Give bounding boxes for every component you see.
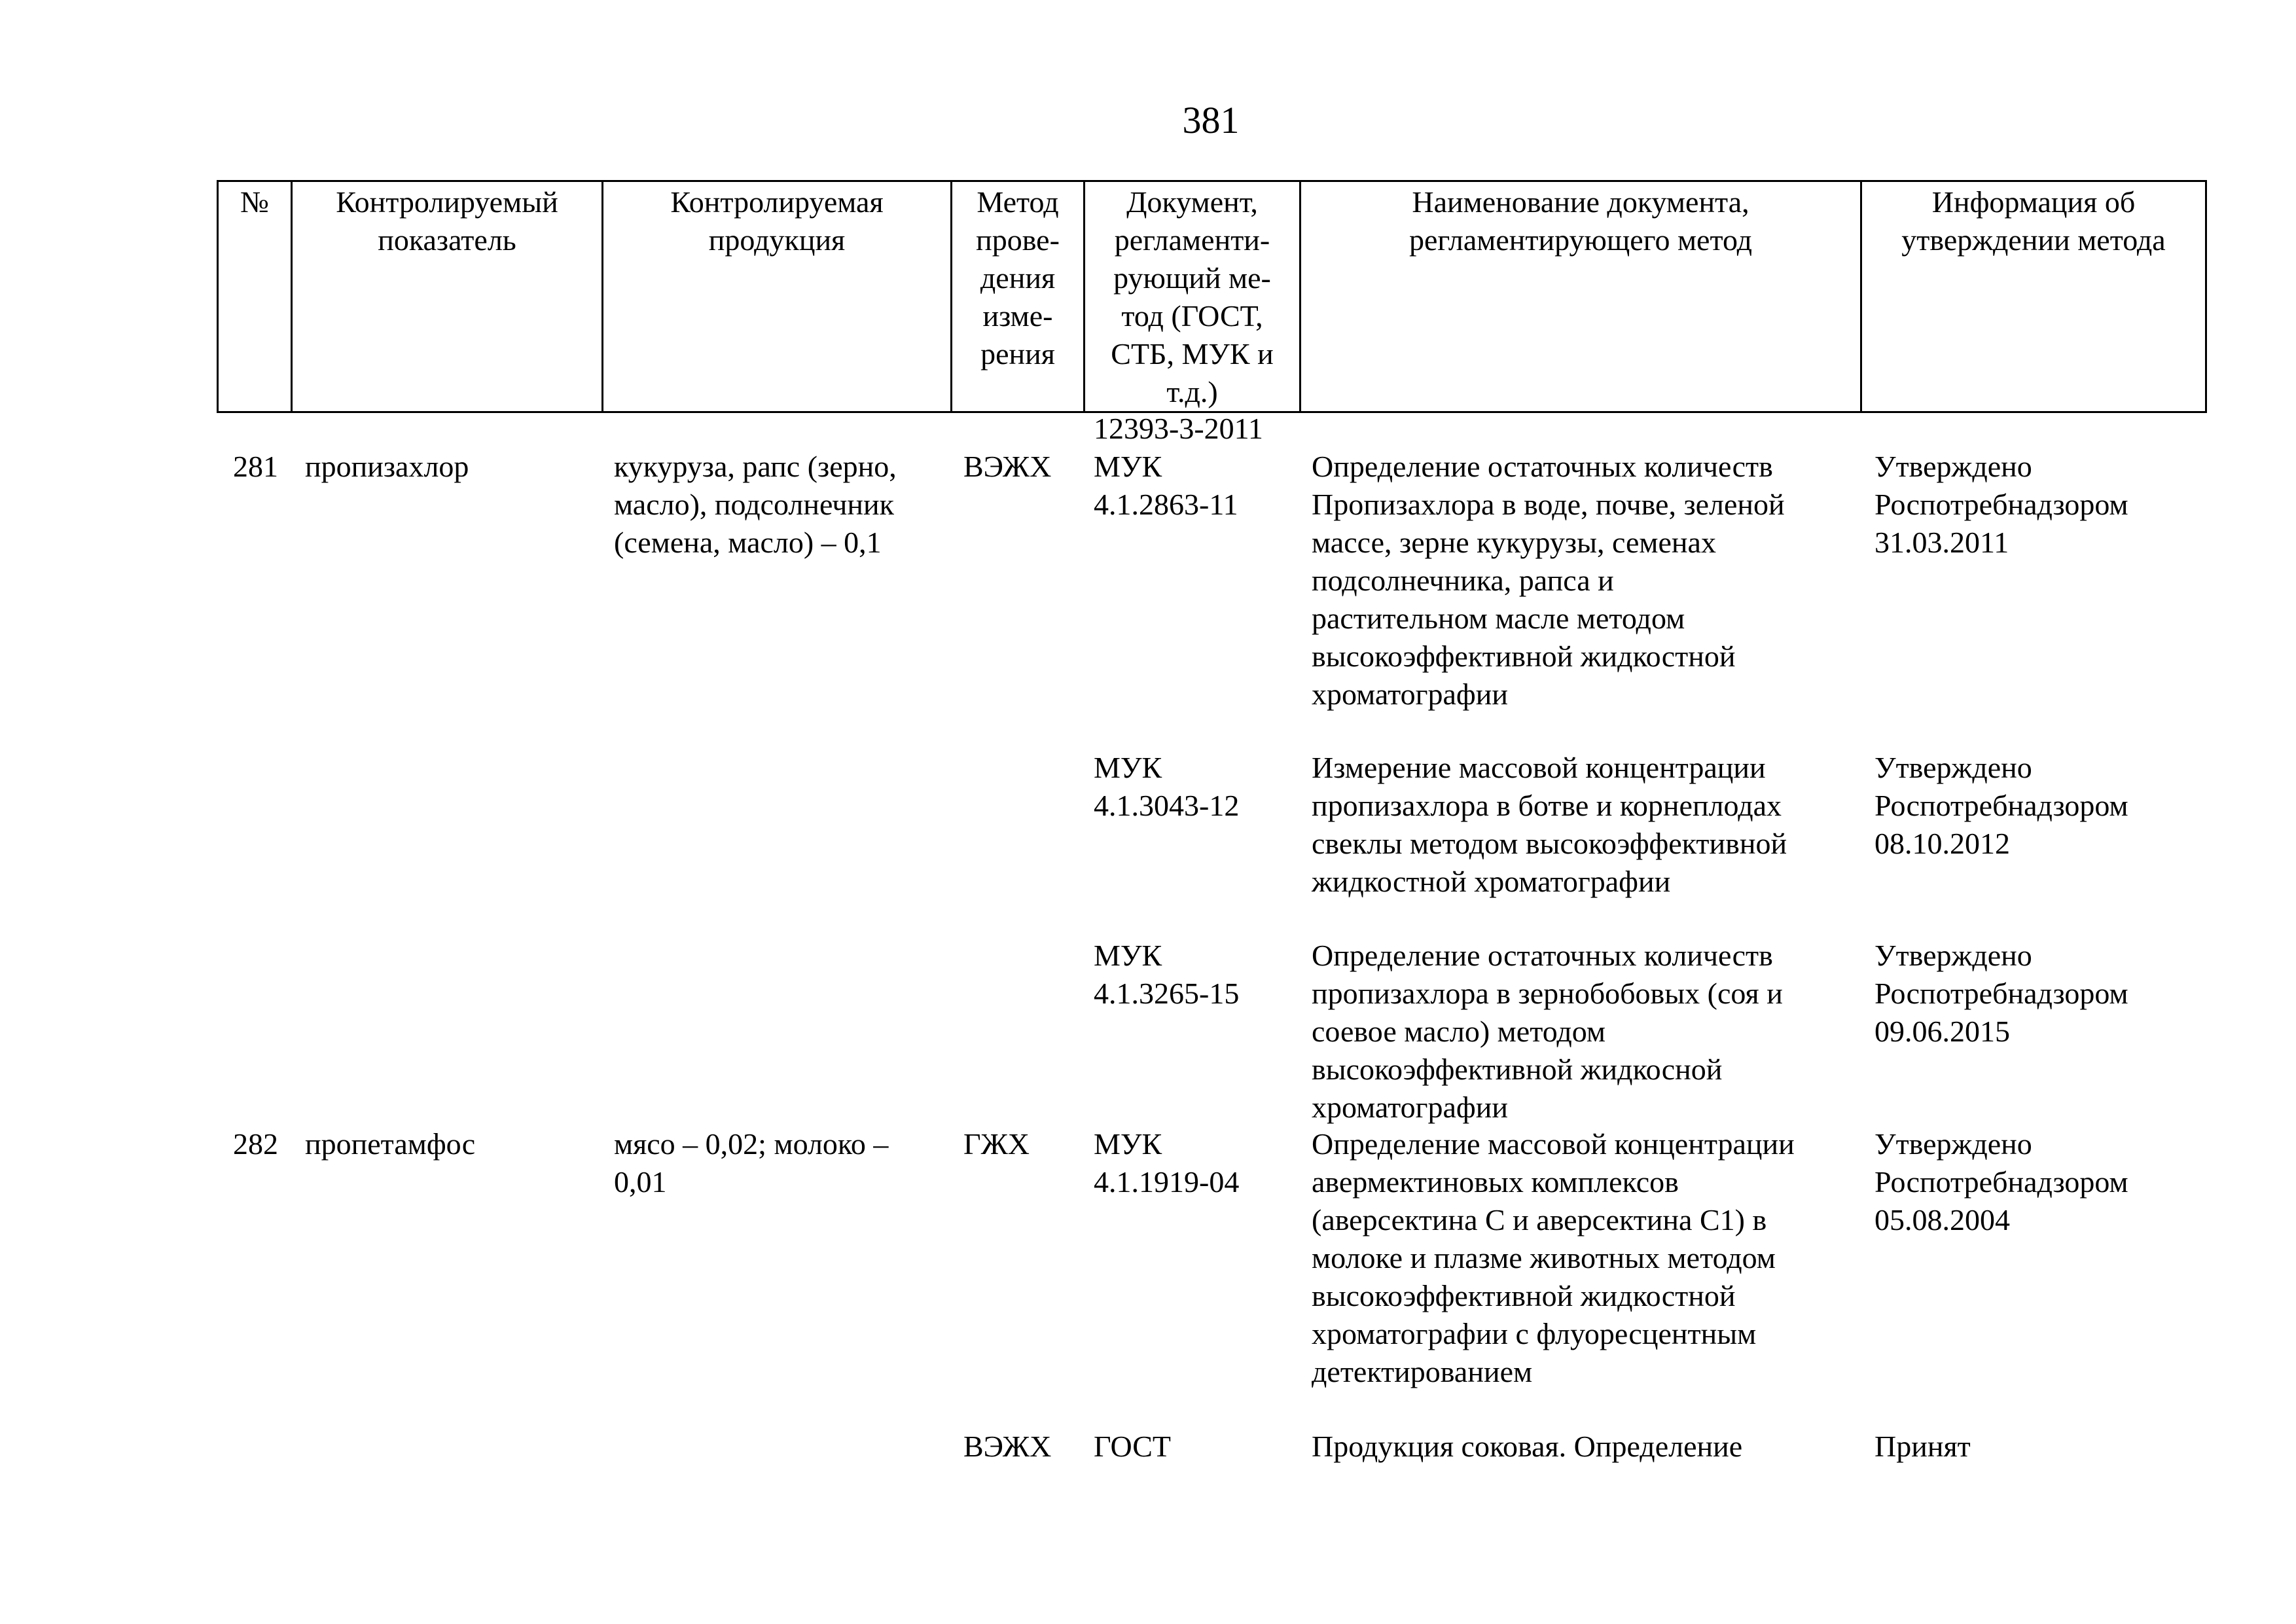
header-product: Контролируемая продукция (603, 181, 952, 412)
header-approval: Информация об утверждении метода (1861, 181, 2206, 412)
header-document-name: Наименование документа, регламентирующего метод (1300, 181, 1861, 412)
method: ВЭЖХ (963, 1430, 1052, 1463)
product: кукуруза, рапс (зерно, масло), подсолнечник (семена, масло) – 0,1 (614, 450, 897, 559)
approval-info: Утверждено Роспотребнадзором 08.10.2012 (1874, 751, 2128, 860)
approval-info: Утверждено Роспотребнадзором 09.06.2015 (1874, 939, 2128, 1048)
header-indicator: Контролируемый показатель (292, 181, 603, 412)
approval-info: Утверждено Роспотребнадзором 31.03.2011 (1874, 450, 2128, 559)
document-name: Определение массовой концентрации авермектиновых комплексов (аверсектина С и аверсектина С1) в молоке и плазме животных методом высокоэффективной жидкостной хроматографии с флуоресцентным детектированием (1312, 1127, 1795, 1388)
document-name: Определение остаточных количеств Пропизахлора в воде, почве, зеленой массе, зерне кукурузы, семенах подсолнечника, рапса и растительном масле методом высокоэффективной жидкостной хроматографии (1312, 450, 1785, 711)
approval-info: Принят (1874, 1430, 1971, 1463)
table-header (217, 180, 2207, 413)
approval-info: Утверждено Роспотребнадзором 05.08.2004 (1874, 1127, 2128, 1236)
document-name: Измерение массовой концентрации пропизахлора в ботве и корнеплодах свеклы методом высокоэффективной жидкостной хроматографии (1312, 751, 1787, 898)
document-name: Определение остаточных количеств пропизахлора в зернобобовых (соя и соевое масло) методом высокоэффективной жидкосной хроматографии (1312, 939, 1783, 1124)
header-method: Метод прове- дения изме- рения (952, 181, 1085, 412)
document: МУК 4.1.3265-15 (1094, 939, 1240, 1010)
indicator: пропетамфос (305, 1127, 476, 1161)
header-no: № (218, 181, 292, 412)
product: мясо – 0,02; молоко – 0,01 (614, 1127, 889, 1199)
document-name: Продукция соковая. Определение (1312, 1430, 1743, 1463)
indicator: пропизахлор (305, 450, 469, 483)
row-number: 282 (233, 1127, 278, 1161)
document: МУК 4.1.2863-11 (1094, 450, 1238, 521)
method: ВЭЖХ (963, 450, 1052, 483)
document: МУК 4.1.1919-04 (1094, 1127, 1240, 1199)
carryover-document-number: 12393-3-2011 (1094, 412, 1263, 445)
row-number: 281 (233, 450, 278, 483)
document: МУК 4.1.3043-12 (1094, 751, 1240, 822)
page-number: 381 (1182, 99, 1240, 141)
header-document: Документ, регламенти- рующий ме- тод (ГОСТ, СТБ, МУК и т.д.) (1085, 181, 1300, 412)
method: ГЖХ (963, 1127, 1030, 1161)
document: ГОСТ (1094, 1430, 1172, 1463)
